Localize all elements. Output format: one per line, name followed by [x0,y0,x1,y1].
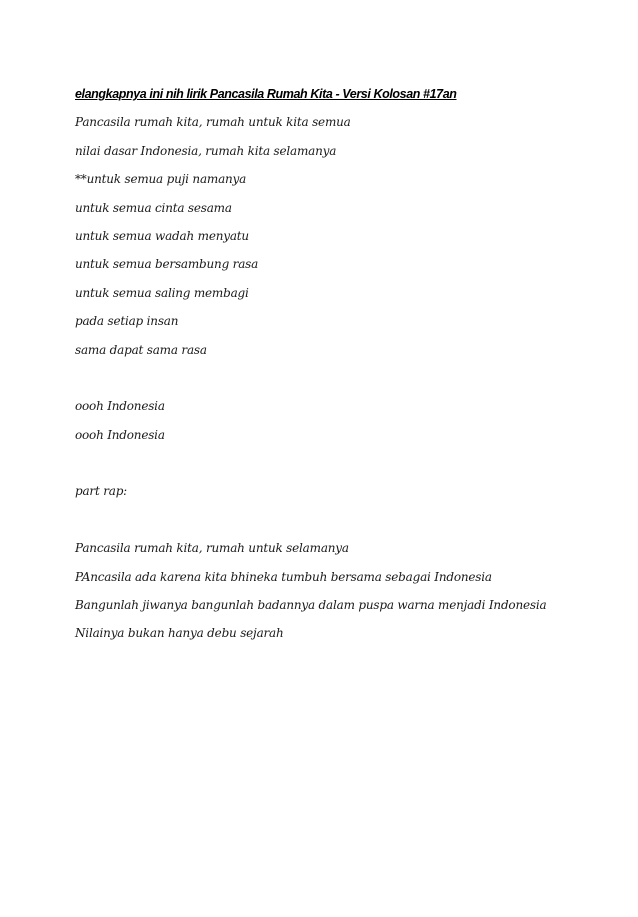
lyric-line: Bangunlah jiwanya bangunlah badannya dalam puspa warna menjadi Indonesia [75,598,547,613]
lyric-line: untuk semua wadah menyatu [75,228,249,243]
lyric-line: Pancasila rumah kita, rumah untuk kita semua [75,115,351,130]
lyric-line: Pancasila rumah kita, rumah untuk selamanya [75,541,349,556]
lyric-line: sama dapat sama rasa [75,342,207,357]
blank-line [75,510,595,530]
lyric-line: Nilainya bukan hanya debu sejarah [75,626,284,641]
lyrics-block [75,112,595,643]
lyric-line: untuk semua bersambung rasa [75,257,259,272]
document-body [75,84,595,643]
blank-line [75,453,595,473]
lyric-line: part rap: [75,484,128,499]
lyric-line: PAncasila ada karena kita bhineka tumbuh bersama sebagai Indonesia [75,569,492,584]
lyric-line: untuk semua cinta sesama [75,200,232,215]
lyric-line: oooh Indonesia [75,427,165,442]
document-title: elangkapnya ini nih lirik Pancasila Rumah Kita - Versi Kolosan #17an [75,87,457,101]
lyric-line: oooh Indonesia [75,399,165,414]
lyric-line: **untuk semua puji namanya [75,172,247,187]
lyric-line: untuk semua saling membagi [75,285,249,300]
lyric-line: nilai dasar Indonesia, rumah kita selamanya [75,143,337,158]
blank-line [75,368,595,388]
lyric-line: pada setiap insan [75,314,179,329]
